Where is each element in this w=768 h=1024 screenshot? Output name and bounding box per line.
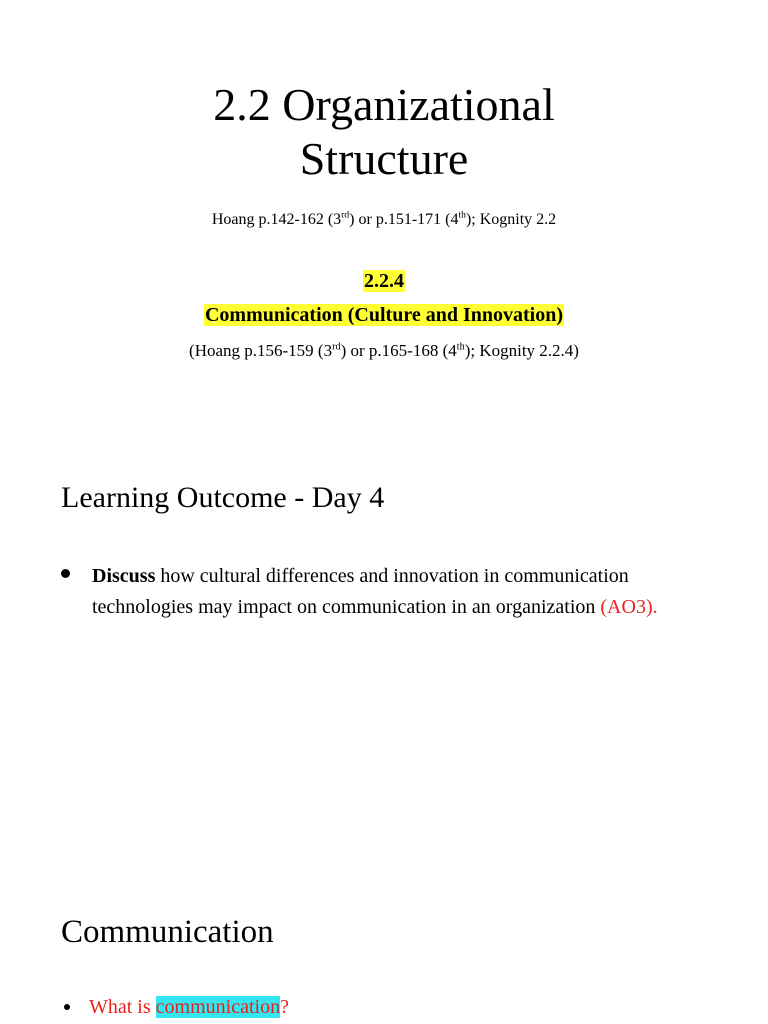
slide-title-line-1: 2.2 Organizational [213, 79, 555, 130]
ref-sup-1: rd [341, 209, 350, 221]
section-ref-sup-1: rd [332, 341, 341, 353]
bullet-dot-icon [61, 569, 70, 578]
outcome-end: . [652, 596, 658, 618]
assessment-objective: (AO3) [600, 596, 653, 618]
section-number-text: 2.2.4 [364, 270, 404, 292]
section-number [0, 268, 768, 294]
section-title-text: Communication (Culture and Innovation) [204, 304, 564, 326]
learning-outcome-text [92, 561, 722, 623]
ref-part-2: ) or p.151-171 (4 [349, 211, 459, 228]
section-ref-sup-2: th [456, 341, 465, 353]
communication-heading: Communication [61, 914, 274, 950]
textbook-reference [0, 210, 768, 230]
bullet-dot-icon [64, 1004, 70, 1010]
section-ref-part-2: ) or p.165-168 (4 [340, 341, 457, 360]
question-prefix: What is [89, 996, 156, 1018]
ref-part-3: ); Kognity 2.2 [465, 211, 557, 228]
communication-question [89, 994, 289, 1020]
section-ref-part-1: (Hoang p.156-159 (3 [189, 341, 333, 360]
question-suffix: ? [280, 996, 289, 1018]
question-highlight: communication [155, 996, 281, 1018]
section-ref-part-3: ); Kognity 2.2.4) [464, 341, 579, 360]
ref-part-1: Hoang p.142-162 (3 [211, 211, 342, 228]
section-reference [0, 340, 768, 362]
learning-outcome-heading: Learning Outcome - Day 4 [61, 481, 385, 514]
section-title [0, 302, 768, 328]
slide-title [0, 78, 768, 186]
ref-sup-2: th [458, 209, 466, 221]
command-term: Discuss [92, 565, 156, 587]
outcome-body: how cultural differences and innovation in communication technologies may impact on communication in an organization [92, 565, 629, 618]
slide-title-line-2: Structure [299, 133, 469, 184]
